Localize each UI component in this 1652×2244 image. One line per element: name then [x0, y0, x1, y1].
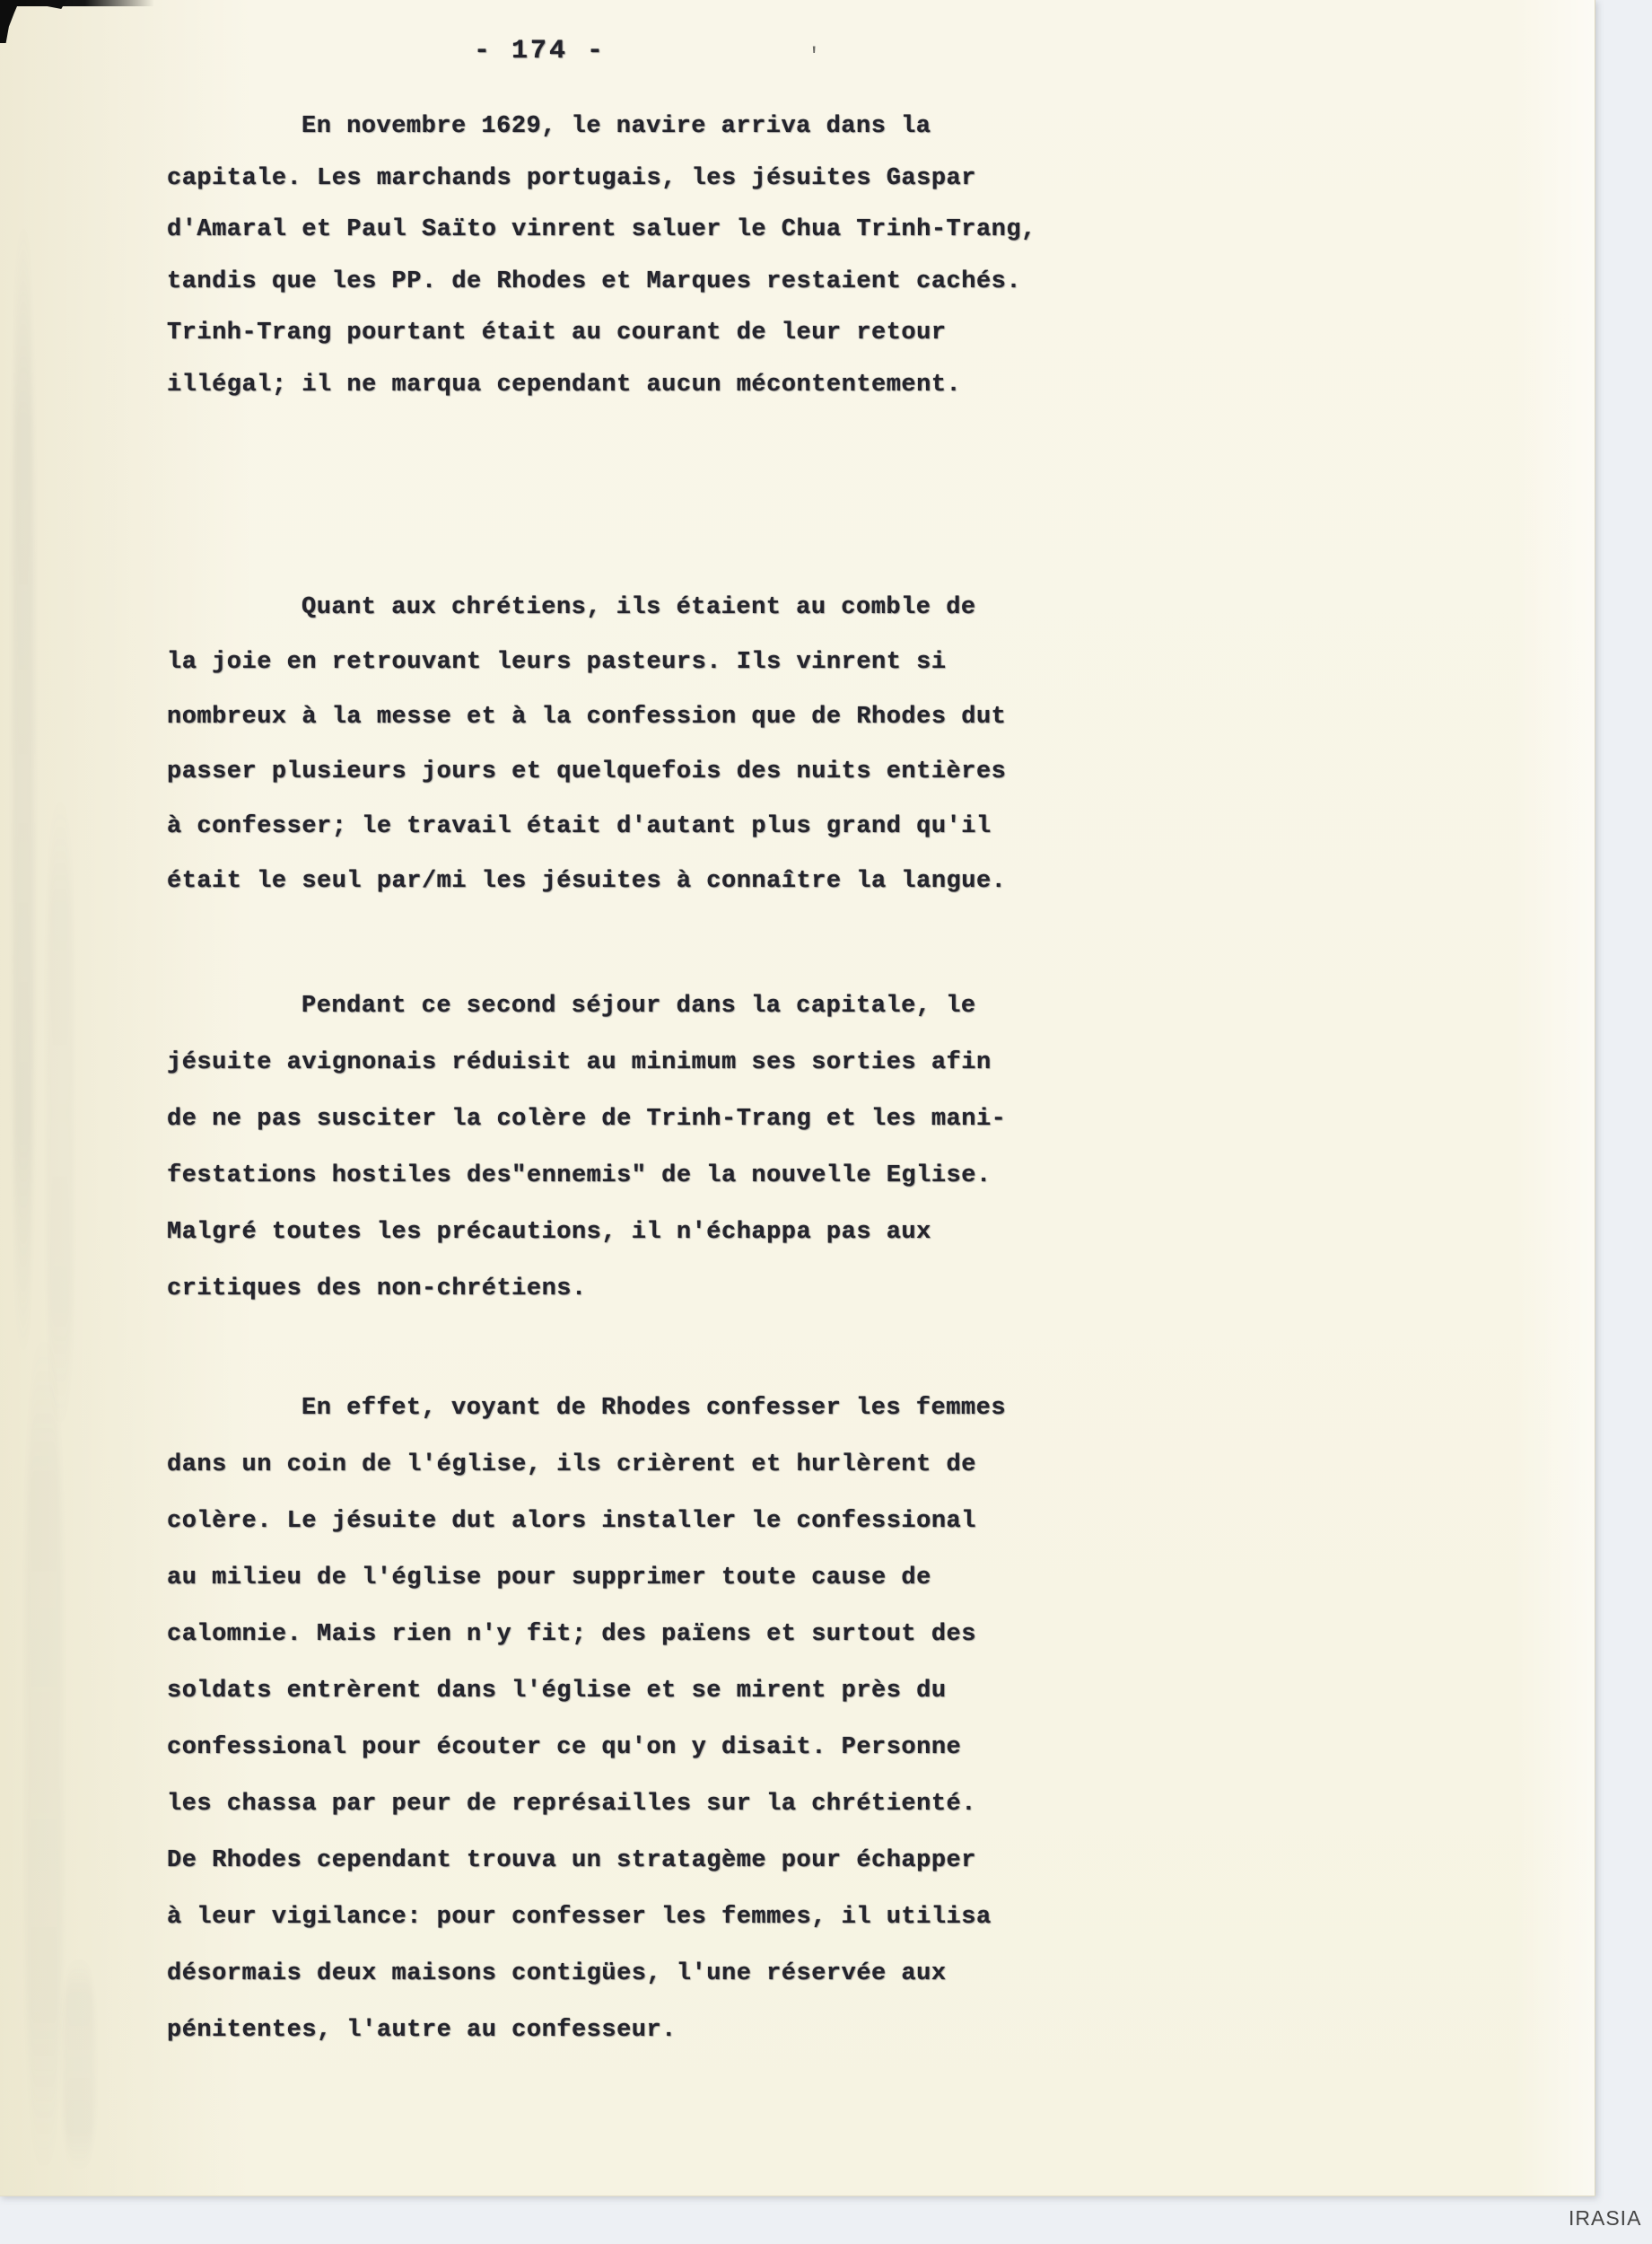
paragraph: [167, 101, 1136, 411]
text-line: au milieu de l'église pour supprimer toute cause de: [167, 1565, 931, 1591]
text-line: désormais deux maisons contigües, l'une réservée aux: [167, 1960, 947, 1987]
text-line: la joie en retrouvant leurs pasteurs. Ils vinrent si: [167, 649, 947, 676]
text-line: tandis que les PP. de Rhodes et Marques restaient cachés.: [167, 267, 1022, 295]
text-line: critiques des non-chrétiens.: [167, 1275, 587, 1302]
text-line: De Rhodes cependant trouva un stratagème pour échapper: [167, 1847, 976, 1874]
text-line: calomnie. Mais rien n'y fit; des païens et surtout des: [167, 1621, 976, 1648]
page-number-header: - 174 -: [474, 36, 607, 66]
paragraph: [167, 1381, 1136, 2059]
text-line: était le seul par/mi les jésuites à connaître la langue.: [167, 868, 1007, 895]
text-line: En effet, voyant de Rhodes confesser les femmes: [302, 1395, 1007, 1422]
text-line: d'Amaral et Paul Saïto vinrent saluer le Chua Trinh-Trang,: [167, 216, 1036, 243]
text-line: soldats entrèrent dans l'église et se mirent près du: [167, 1678, 947, 1705]
text-line: à leur vigilance: pour confesser les femmes, il utilisa: [167, 1904, 992, 1931]
text-line: passer plusieurs jours et quelquefois des nuits entières: [167, 758, 1007, 785]
text-line: colère. Le jésuite dut alors installer le confessional: [167, 1508, 976, 1535]
text-line: festations hostiles des"ennemis" de la nouvelle Eglise.: [167, 1162, 992, 1189]
paragraph: [167, 581, 1136, 909]
text-line: En novembre 1629, le navire arriva dans la: [302, 113, 931, 140]
text-line: pénitentes, l'autre au confesseur.: [167, 2017, 677, 2044]
text-line: Trinh-Trang pourtant était au courant de leur retour: [167, 320, 947, 346]
text-line: capitale. Les marchands portugais, les jésuites Gaspar: [167, 164, 976, 192]
text-line: illégal; il ne marqua cependant aucun mécontentement.: [167, 371, 962, 399]
text-line: les chassa par peur de représailles sur la chrétienté.: [167, 1791, 976, 1818]
paragraph: [167, 978, 1136, 1318]
watermark-irasia: IRASIA: [1569, 2206, 1642, 2230]
text-line: confessional pour écouter ce qu'on y disait. Personne: [167, 1734, 962, 1761]
stray-ink-mark: ': [808, 45, 821, 69]
text-line: dans un coin de l'église, ils crièrent et hurlèrent de: [167, 1451, 976, 1478]
text-line: à confesser; le travail était d'autant plus grand qu'il: [167, 813, 992, 840]
text-line: de ne pas susciter la colère de Trinh-Trang et les mani-: [167, 1106, 1007, 1133]
text-line: Malgré toutes les précautions, il n'échappa pas aux: [167, 1219, 931, 1246]
text-line: nombreux à la messe et à la confession que de Rhodes dut: [167, 704, 1007, 731]
text-line: Pendant ce second séjour dans la capitale, le: [302, 993, 976, 1020]
text-line: Quant aux chrétiens, ils étaient au comble de: [302, 594, 976, 621]
text-line: jésuite avignonais réduisit au minimum ses sorties afin: [167, 1049, 992, 1076]
